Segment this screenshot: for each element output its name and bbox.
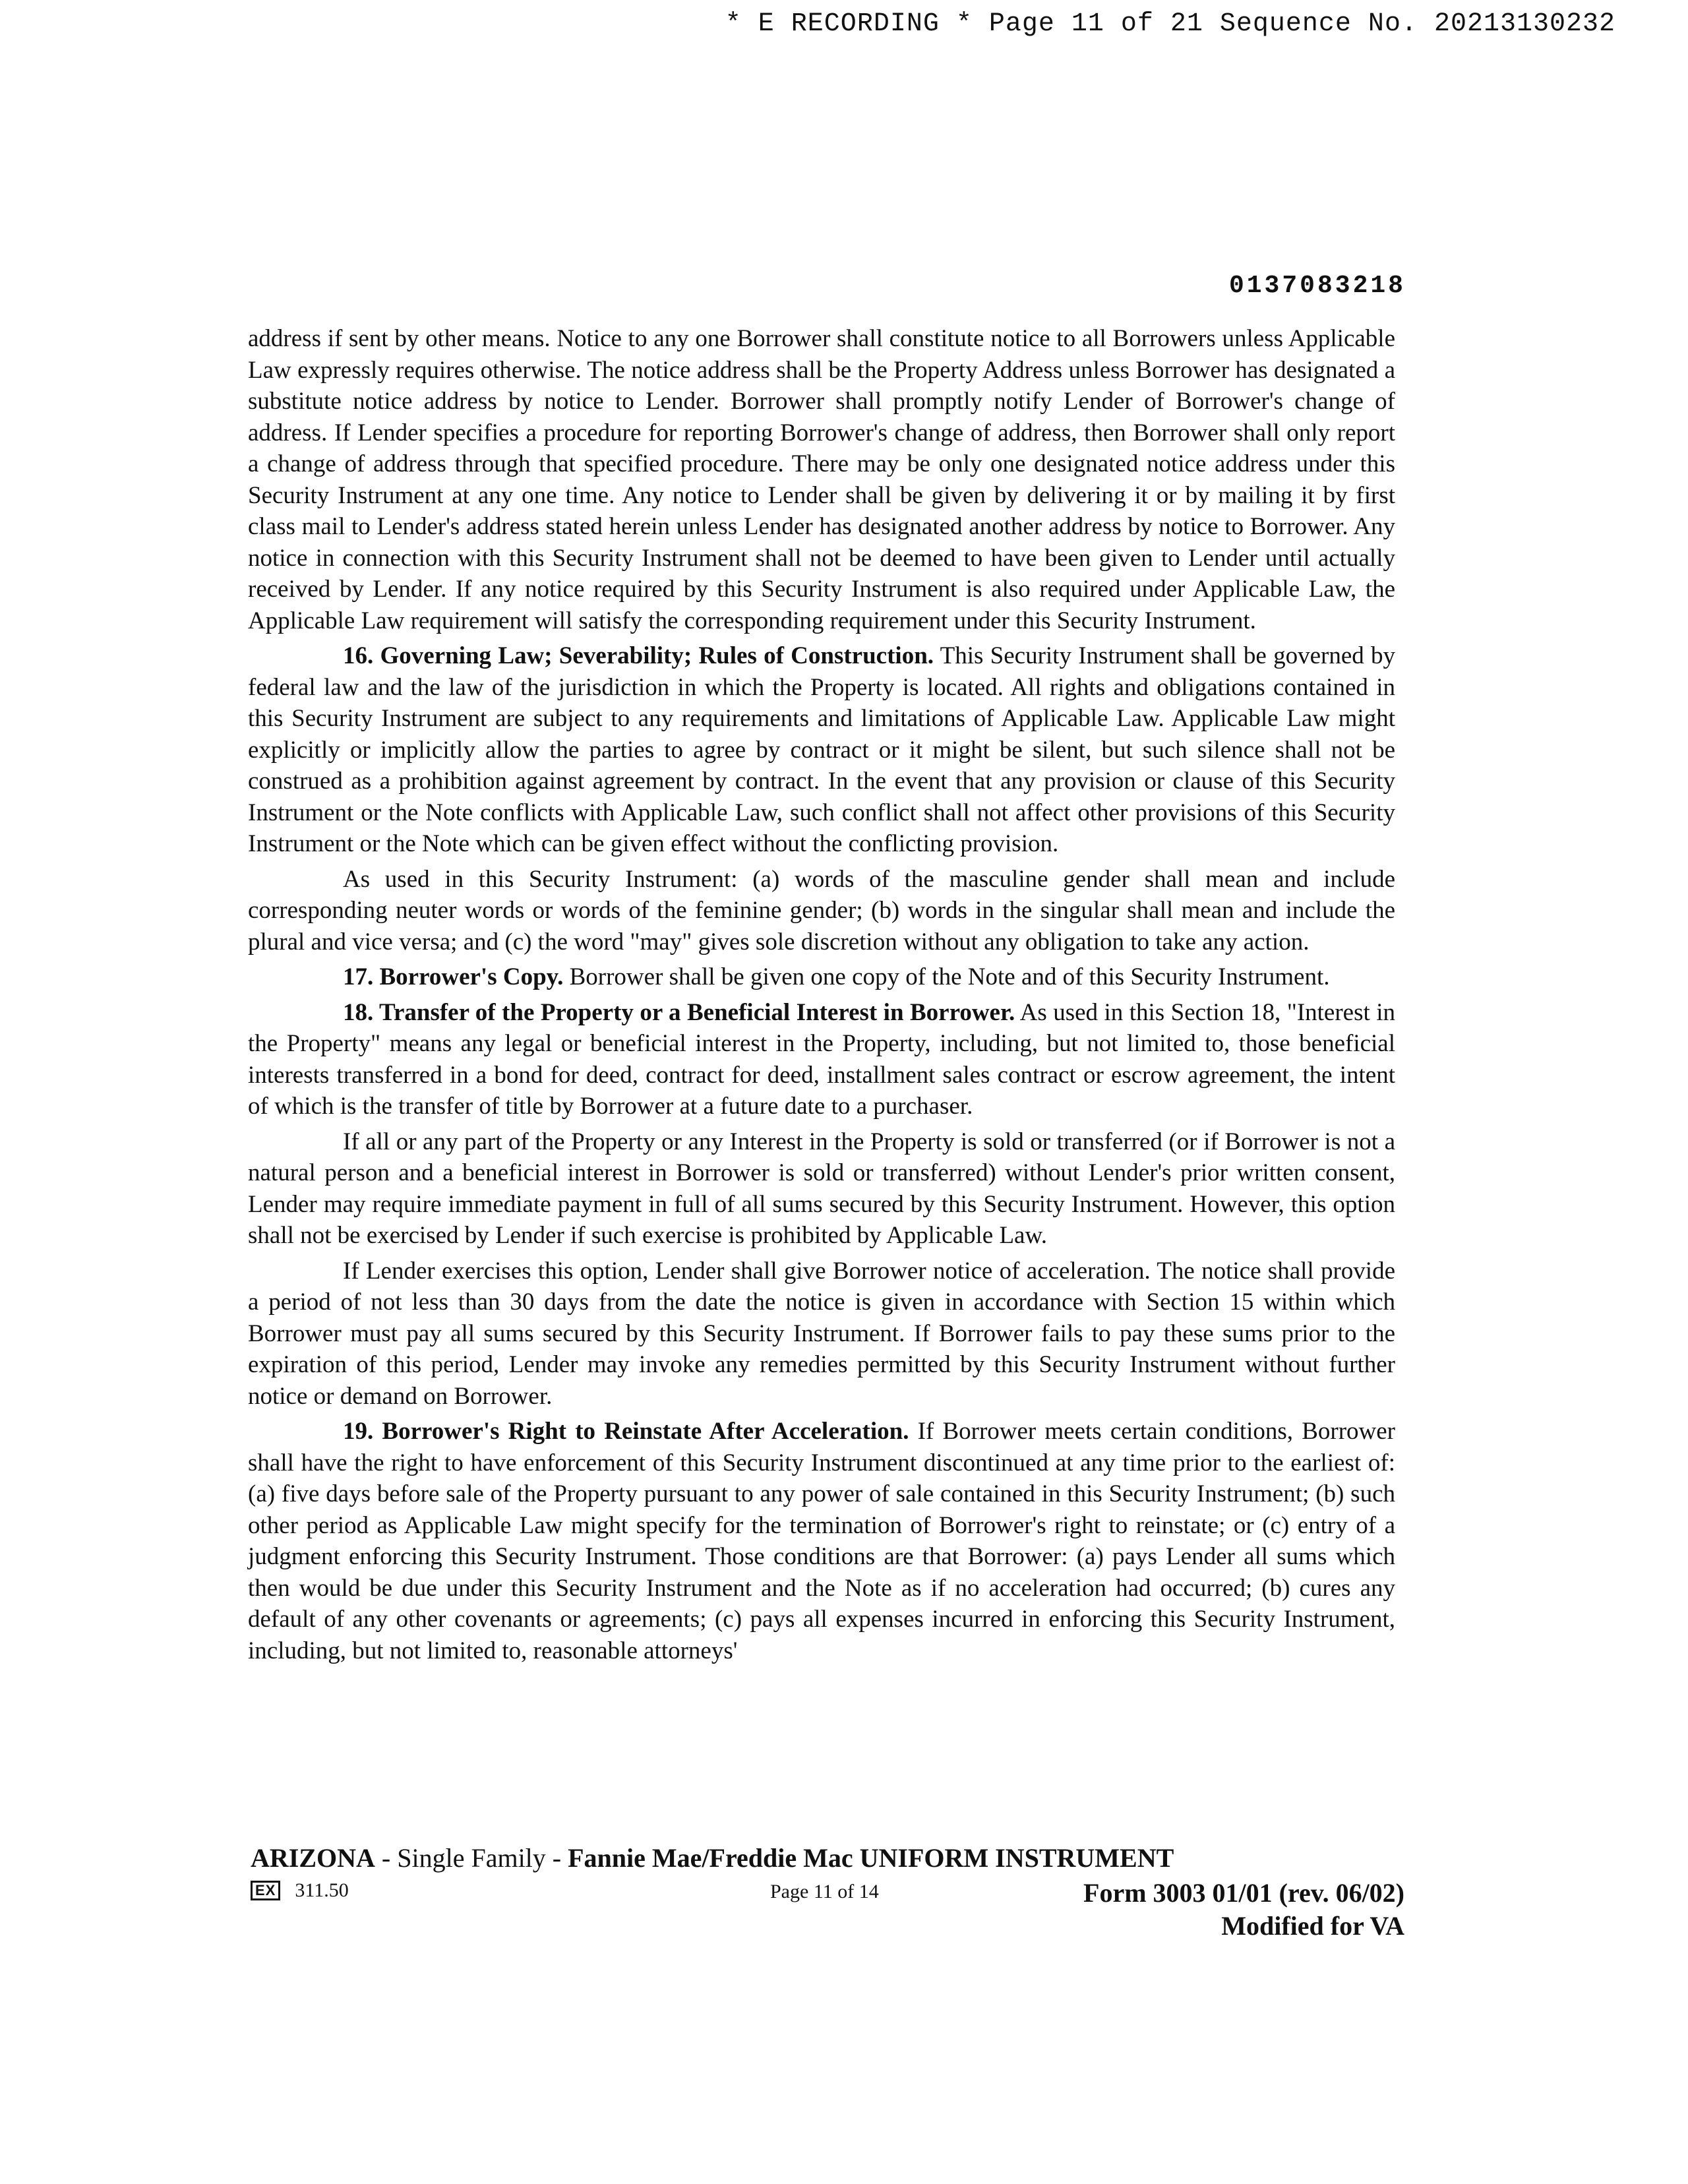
footer-form-info	[1083, 1877, 1404, 1943]
section-17-paragraph	[248, 961, 1395, 993]
section-16-construction-paragraph: As used in this Security Instrument: (a) words of the masculine gender shall mean and include corresponding neuter words or words of the feminine gender; (b) words in the singular shall mean and include the plural and vice versa; and (c) the word "may" gives sole discretion without any obligation to take any action.	[248, 865, 1395, 956]
section-19-heading: 19. Borrower's Right to Reinstate After Acceleration.	[343, 1418, 909, 1445]
section-16-paragraph	[248, 640, 1395, 860]
footer-form-code	[251, 1879, 349, 1902]
footer-modified: Modified for VA	[1221, 1911, 1404, 1941]
footer-form-number: Form 3003 01/01 (rev. 06/02)	[1083, 1878, 1404, 1908]
document-body	[248, 323, 1395, 1670]
section-17-text: Borrower shall be given one copy of the Note and of this Security Instrument.	[563, 963, 1330, 990]
loan-number: 0137083218	[1228, 272, 1406, 300]
section-18-acceleration-paragraph: If Lender exercises this option, Lender shall give Borrower notice of acceleration. The notice shall provide a period of not less than 30 days from the date the notice is given in accordance with Section 15 within which Borrower must pay all sums secured by this Security Instrument. If Borrower fails to pay these sums prior to the expiration of this period, Lender may invoke any remedies permitted by this Security Instrument without further notice or demand on Borrower.	[248, 1257, 1395, 1410]
footer-code: 311.50	[295, 1879, 349, 1901]
section-19-text: If Borrower meets certain conditions, Borrower shall have the right to have enforcement of this Security Instrument discontinued at any time prior to the earliest of: (a) five days before sale of the Property pursuant to any power of sale contained in this Security Instrument; (b) such other period as Applicable Law might specify for the termination of Borrower's right to reinstate; or (c) entry of a judgment enforcing this Security Instrument. Those conditions are that Borrower: (a) pays Lender all sums which then would be due under this Security Instrument and the Note as if no acceleration had occurred; (b) cures any default of any other covenants or agreements; (c) pays all expenses incurred in enforcing this Security Instrument, including, but not limited to, reasonable attorneys'	[248, 1418, 1396, 1664]
section-18-heading: 18. Transfer of the Property or a Beneficial Interest in Borrower.	[343, 998, 1015, 1026]
notice-paragraph: address if sent by other means. Notice to any one Borrower shall constitute notice to all Borrowers unless Applicable Law expressly requires otherwise. The notice address shall be the Property Address unless Borrower has designated a substitute notice address by notice to Lender. Borrower shall promptly notify Lender of Borrower's change of address. If Lender specifies a procedure for reporting Borrower's change of address, then Borrower shall only report a change of address through that specified procedure. There may be only one designated notice address under this Security Instrument at any one time. Any notice to Lender shall be given by delivering it or by mailing it by first class mail to Lender's address stated herein unless Lender has designated another address by notice to Borrower. Any notice in connection with this Security Instrument shall not be deemed to have been given to Lender until actually received by Lender. If any notice required by this Security Instrument is also required under Applicable Law, the Applicable Law requirement will satisfy the corresponding requirement under this Security Instrument.	[248, 325, 1395, 634]
section-17-heading: 17. Borrower's Copy.	[343, 963, 564, 990]
footer-title	[251, 1842, 1174, 1873]
section-18-transfer-paragraph: If all or any part of the Property or any Interest in the Property is sold or transferred (or if Borrower is not a natural person and a beneficial interest in Borrower is sold or transferred) without Lender's prior written consent, Lender may require immediate payment in full of all sums secured by this Security Instrument. However, this option shall not be exercised by Lender if such exercise is prohibited by Applicable Law.	[248, 1128, 1395, 1249]
section-16-text: This Security Instrument shall be governed by federal law and the law of the jurisdiction in which the Property is located. All rights and obligations contained in this Security Instrument are subject to any requirements and limitations of Applicable Law. Applicable Law might explicitly or implicitly allow the parties to agree by contract or it might be silent, but such silence shall not be construed as a prohibition against agreement by contract. In the event that any provision or clause of this Security Instrument or the Note conflicts with Applicable Law, such conflict shall not affect other provisions of this Security Instrument or the Note which can be given effect without the conflicting provision.	[248, 642, 1396, 857]
ex-logo-icon: EX	[251, 1881, 280, 1900]
section-18-text: As used in this Section 18, "Interest in the Property" means any legal or beneficial interest in the Property, including, but not limited to, those beneficial interests transferred in a bond for deed, contract for deed, installment sales contract or escrow agreement, the intent of which is the transfer of title by Borrower at a future date to a purchaser.	[248, 998, 1395, 1120]
section-19-paragraph	[248, 1416, 1395, 1666]
footer-state: ARIZONA	[251, 1843, 375, 1873]
footer-instrument: Fannie Mae/Freddie Mac UNIFORM INSTRUMENT	[568, 1843, 1174, 1873]
footer-page-number: Page 11 of 14	[770, 1881, 879, 1902]
recording-header: * E RECORDING * Page 11 of 21 Sequence No. 20213130232	[725, 9, 1615, 39]
section-18-paragraph	[248, 997, 1395, 1122]
section-16-heading: 16. Governing Law; Severability; Rules of Construction.	[343, 642, 934, 669]
footer-separator: - Single Family -	[375, 1843, 568, 1873]
